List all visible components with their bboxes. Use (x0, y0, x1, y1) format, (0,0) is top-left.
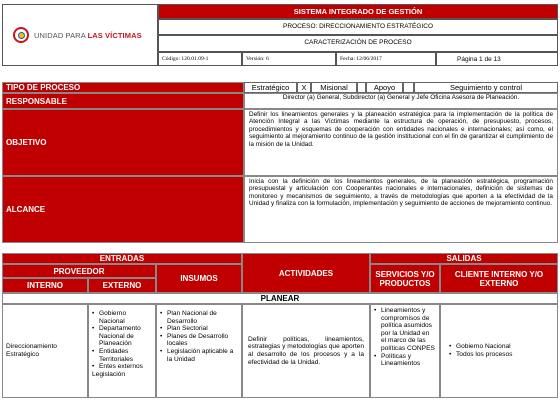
document-code: Código: 120.01.09-1 (158, 52, 242, 66)
section-planear: PLANEAR (2, 293, 558, 304)
list-item: • Entes externos (92, 363, 152, 371)
unit-logo-text: UNIDAD PARA LAS VÍCTIMAS (34, 30, 142, 40)
objetivo-label: OBJETIVO (2, 109, 244, 176)
interno-value: Direccionamiento Estratégico (6, 343, 57, 358)
externo-header: EXTERNO (88, 278, 156, 293)
document-date: Fecha: 12/06/2017 (336, 52, 436, 66)
cell-actividades (242, 304, 370, 398)
cell-insumos (156, 304, 242, 398)
alcance-value: Inicia con la definición de los lineamientos generales, de la planeación estratégica, programación presupuestal y articulación con Cooperantes nacionales e internacionales, definición de sistemas de monitoreo y mecanismos de seguimiento, a través de metodologías que aporten a la efectividad de la Unidad y finaliza con la formulación, implementación y seguimiento de acciones de mejoramiento continuo. (244, 176, 558, 243)
responsable-value: Director (a) General, Subdirector (a) General y Jefe Oficina Asesora de Planeación. (244, 93, 558, 109)
option-misional: Misional (311, 82, 357, 93)
cell-interno (2, 304, 88, 398)
list-item: • Lineamientos y compromisos de política asumidos por la Unidad en el marco de las políticas CONPES (374, 307, 436, 353)
responsable-label: RESPONSABLE (2, 93, 244, 109)
tipo-proceso-label: TIPO DE PROCESO (2, 82, 244, 93)
cell-cliente (440, 304, 558, 398)
option-apoyo: Apoyo (366, 82, 403, 93)
alcance-label: ALCANCE (2, 176, 244, 243)
option-seguimiento: Seguimiento y control (414, 82, 558, 93)
list-item: • Legislación aplicable a la Unidad (160, 348, 238, 363)
list-item: • Todos los procesos (449, 351, 512, 359)
insumos-header: INSUMOS (156, 264, 242, 293)
cell-externo (88, 304, 156, 398)
option-misional-mark (357, 82, 366, 93)
externo-tail: Legislación (92, 370, 125, 378)
list-item: • Gobierno Nacional (92, 310, 152, 325)
process-name: PROCESO: DIRECCIONAMIENTO ESTRATÉGICO (158, 19, 558, 35)
servicios-header: SERVICIOS Y/O PRODUCTOS (370, 264, 440, 293)
system-title: SISTEMA INTEGRADO DE GESTIÓN (158, 4, 558, 19)
list-item: • Entidades Territoriales (92, 348, 152, 363)
objetivo-value: Definir los lineamientos generales y la planeación estratégica para la implementación de la política de Atención Integral a las Víctimas mediante la estructura de operación, de presupuesto, procesos, procedimientos y esquemas de cooperación con entidades nacionales e internacionales; así como, el seguimiento al mejoramiento continuo de la gestión institucional con el fin de garantizar el cumplimiento de la misión de la Unidad. (244, 109, 558, 176)
list-item: • Plan Sectorial (160, 325, 238, 333)
tipo-proceso-options (244, 82, 558, 93)
list-item: • Políticas y Lineamientos (374, 353, 436, 368)
list-item: • Gobierno Nacional (449, 343, 512, 351)
list-item: • Departamento Nacional de Planeación (92, 325, 152, 348)
interno-header: INTERNO (2, 278, 88, 293)
salidas-header: SALIDAS (370, 253, 558, 264)
cell-servicios (370, 304, 440, 398)
entradas-header: ENTRADAS (2, 253, 242, 264)
option-estrategico: Estratégico (244, 82, 297, 93)
actividades-header: ACTIVIDADES (242, 253, 370, 293)
list-item: • Planes de Desarrollo locales (160, 333, 238, 348)
document-type: CARACTERIZACIÓN DE PROCESO (158, 35, 558, 52)
document-version: Versión: 6 (242, 52, 336, 66)
option-estrategico-mark: X (297, 82, 311, 93)
cliente-header: CLIENTE INTERNO Y/O EXTERNO (440, 264, 558, 293)
list-item: • Plan Nacional de Desarrollo (160, 310, 238, 325)
option-apoyo-mark (403, 82, 414, 93)
logo-cell (2, 4, 158, 66)
page-number: Página 1 de 13 (436, 52, 558, 66)
coat-of-arms-icon (13, 27, 29, 43)
proveedor-header: PROVEEDOR (2, 264, 156, 278)
actividades-value: Definir políticas, lineamientos, estrategias y metodologías que aporten al desarrollo de los procesos y a la efectividad de la Unidad. (248, 335, 364, 366)
